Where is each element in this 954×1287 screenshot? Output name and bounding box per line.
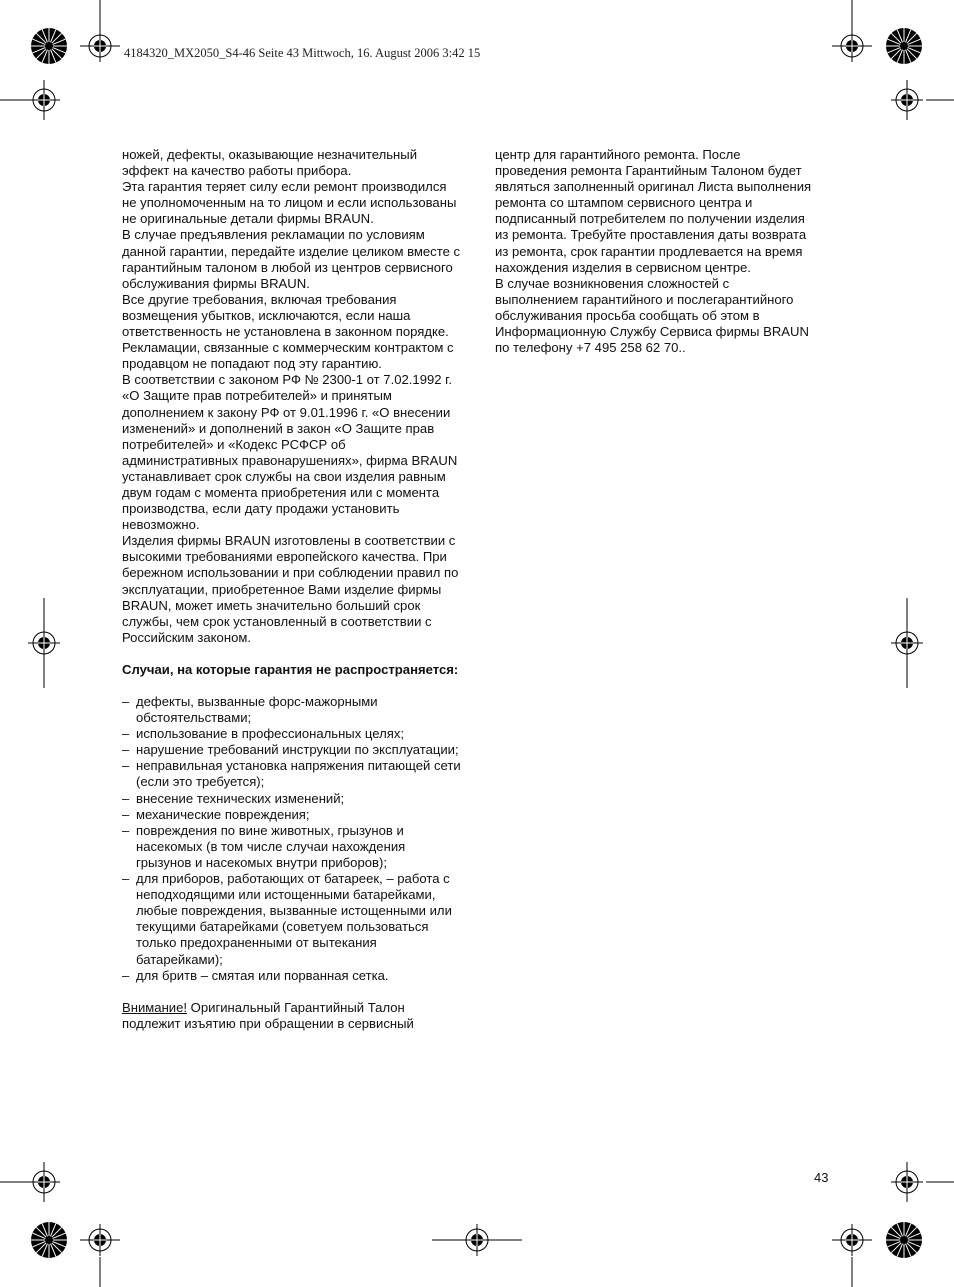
list-item: – для бритв – смятая или порванная сетка. [122,968,462,984]
exclusions-list [122,694,462,984]
paragraph: В случае возникновения сложностей с выполнением гарантийного и послегарантийного обслуживания просьба сообщать об этом в Информационную Службу Сервиса фирмы BRAUN по телефону +7 495 258 62 70.. [495,275,809,356]
list-item: – для приборов, работающих от батареек, – работа с неподходящими или истощенными батарейками, любые повреждения, вызванные истощенными или текущими батарейками (советуем пользоваться только предохраненными от вытекания батарейками); [122,871,462,968]
list-item: – внесение технических изменений; [122,791,462,807]
list-item: – механические повреждения; [122,807,462,823]
right-column [495,147,815,356]
notice-label: Внимание! [122,999,188,1015]
list-item: – дефекты, вызванные форс-мажорными обстоятельствами; [122,694,462,726]
notice-text: Оригинальный Гарантийный Талон подлежит изъятию при обращении в сервисный [122,999,414,1031]
list-item: – нарушение требований инструкции по эксплуатации; [122,742,462,758]
paragraph: Изделия фирмы BRAUN изготовлены в соответствии с высокими требованиями европейского качества. При бережном использовании и при соблюдении правил по эксплуатации, приобретенное Вами изделие фирмы BRAUN, может иметь значительно больший срок службы, чем срок установленный в соответствии с Российским законом. [122,533,459,645]
list-item: – повреждения по вине животных, грызунов и насекомых (в том числе случаи нахождения грызунов и насекомых внутри приборов); [122,823,462,871]
list-item: – неправильная установка напряжения питающей сети (если это требуется); [122,758,462,790]
paragraph: В соответствии с законом РФ № 2300-1 от 7.02.1992 г. «О Защите прав потребителей» и принятым дополнением к закону РФ от 9.01.1996 г. «О внесении изменений» и дополнений в закон «О Защите прав потребителей» и «Кодекс РСФСР об административных правонарушениях», фирма BRAUN устанавливает срок службы на свои изделия равным двум годам с момента приобретения или с момента производства, если дату продажи установить невозможно. [122,372,458,533]
exclusions-heading: Случаи, на которые гарантия не распространяется: [122,661,459,677]
page-number: 43 [814,1170,829,1185]
paragraph: центр для гарантийного ремонта. После проведения ремонта Гарантийным Талоном будет являться заполненный оригинал Листа выполнения ремонта со штампом сервисного центра и подписанный потребителем по получении изделия из ремонта. Требуйте проставления даты возврата из ремонта, срок гарантии продлевается на время нахождения изделия в сервисном центре. [495,147,812,275]
paragraph: ножей, дефекты, оказывающие незначительный эффект на качество работы прибора. [122,147,418,179]
print-slug: 4184320_MX2050_S4-46 Seite 43 Mittwoch, 16. August 2006 3:42 15 [124,46,481,60]
list-item: – использование в профессиональных целях; [122,726,462,742]
left-column [122,147,462,1032]
paragraph: Эта гарантия теряет силу если ремонт производился не уполномоченным на то лицом и если использованы не оригинальные детали фирмы BRAUN. [122,179,457,227]
paragraph: В случае предъявления рекламации по условиям данной гарантии, передайте изделие целиком вместе с гарантийным талоном в любой из центров сервисного обслуживания фирмы BRAUN. [122,227,461,291]
paragraph: Все другие требования, включая требования возмещения убытков, исключаются, если наша ответственность не установлена в законном порядке. [122,291,449,340]
paragraph: Рекламации, связанные с коммерческим контрактом с продавцом не попадают под эту гарантию. [122,340,454,372]
notice-paragraph [122,1000,462,1032]
